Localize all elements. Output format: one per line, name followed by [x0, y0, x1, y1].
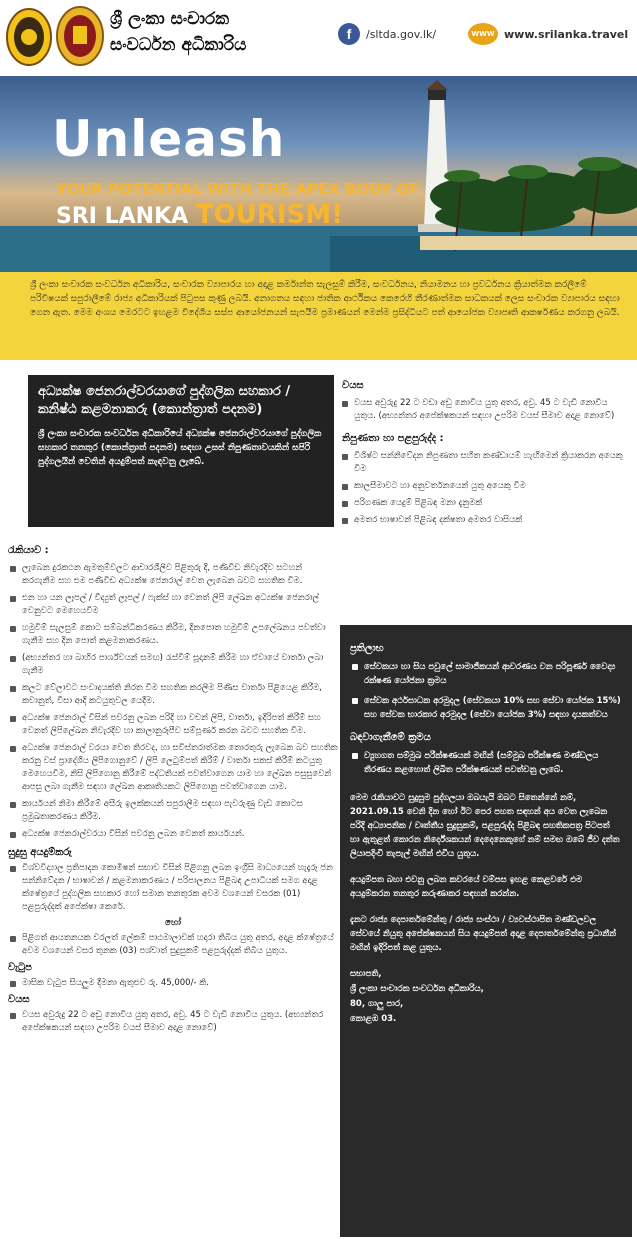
address-line1: සභාපති, — [350, 969, 382, 979]
list-item: අමතර භාෂාවන් පිළිබඳ දක්ෂතා අමතර වාසියක් — [340, 514, 632, 527]
or-separator: හෝ — [164, 918, 182, 928]
website-url: www.srilanka.travel — [504, 27, 629, 41]
benefits-list — [350, 660, 622, 722]
sltda-emblem-icon — [6, 8, 52, 66]
age-heading-right: වයස — [342, 380, 364, 391]
list-item: කාර්යයන් නිමා කිරීමේ අසීරු ඉලක්කයන් සපුරාලීම සඳහා පැවරුණු වැඩ කොටස ප්‍රමුඛතාකරණය කිරීම. — [8, 798, 338, 824]
list-item: වයස අවුරුදු 22 ට අඩු නොවිය යුතු අතර, අවු. 45 ට වැඩි නොවිය යුතුය. (අභ්‍යන්තර අපේක්ෂකයන් සඳහා උපරිම වයස් සීමාව අදාළ නොවේ) — [8, 1009, 338, 1035]
selection-heading: බඳවාගැනීමේ ක්‍රමය — [350, 732, 431, 743]
qualifications-heading: සුදුසු අයදුම්කරු — [8, 847, 72, 858]
globe-icon: WWW — [468, 23, 498, 45]
list-item: විශ්වවිද්‍යාල ප්‍රතිපාදන කොමිෂන් සභාව විසින් පිළිගනු ලබන ඉංග්‍රීසි මාධ්‍යයෙන් හැදෑරූ ජන සන්නිවේදන / භාෂාවන් / කළමනාකරණය / පරිපාලනය පිළිබඳ උපාධියක් සමග අදාළ ක්ෂේත්‍රයේ පුද්ගලික සහකාර හෝ සමාන තනතුරක අවම වශයෙන් වසරක (01) පළපුරුද්දක් අපේක්ෂා කෙරේ. — [8, 862, 338, 914]
list-item: විශිෂ්ට සන්නිවේදන නිපුණතා සහිත කණ්ඩායම් හැඟීමෙන් ක්‍රියාකරන අයෙකු වීම — [340, 450, 632, 476]
list-item: පිළිගත් ආයතනයක වරලත් ලේකම් පාඨමාලාවක් හදාරා තිබිය යුතු අතර, අදාළ ක්ෂේත්‍රයේ අවම වශයෙන් වසර තුනක (03) පශ්චාත් සුදුසුකම් පළපුරුද්දක් තිබිය යුතුය. — [8, 932, 338, 958]
hero-brand — [56, 200, 343, 230]
list-item: අධ්‍යක්ෂ ජෙනරාල් විසින් පවරනු ලබන පරිදි හා වචන් ලිපි, වාර්තා, ඉදිරිපත් කිරීම් සහ වෙනත් ලිපිලේඛන නිවැරදිව හා කාලානුරූපීව සම්පූර්ණ කරන බවට සහතික වීම. — [8, 712, 338, 738]
list-item: අධ්‍යක්ෂ ජෙනරාල්වරයා විසින් පවරනු ලබන වෙනත් කාර්යයන්. — [8, 828, 338, 841]
list-item: හමුවීම් සැලසුම් කොට සම්බන්ධීකරණය කිරීම, දිනපොත හමුවීම් උපලේඛනය පවත්වා ගැනීම සහ දින පොත් කළමනාකරණය. — [8, 622, 338, 648]
list-item: එන හා යන ලෑපල් / විද්‍යුත් ලෑපල් / ෆැක්ස් හා වෙනත් ලිපි ලේඛන අධ්‍යක්ෂ ජෙනරාල් වෙනුවට මෙහෙයවීම — [8, 592, 338, 618]
skills-list — [340, 450, 632, 527]
skills-heading: නිපුණතා හා පළපුරුද්ද : — [342, 433, 444, 444]
list-item: අධ්‍යක්ෂ ජෙනරාල් වරයා වෙත තිරවද, හා සවිස්තරාත්මක තොරතුරු ලැබෙන බව සහතික කරනු වස් ප්‍රාදේශීය ලිපිගොනුවේ / ලිපි ලෙටුම්පත් කිරීම් / වාර්තා සකස් කිරීම් කටයුතු මෙහෙයවීම, නිසි ලිපිගොනු කිරීමේ පද්ධතියක් පවත්වාගෙන යාම හා ලේඛන පසුසුවෙන් ආපසු ලබා ගැනීම සඳහා ලේඛන ආකෘතියකට ලිපිගොනු පවත්වාගෙන යාම. — [8, 742, 338, 794]
salary-list — [8, 977, 338, 990]
facebook-link[interactable] — [338, 22, 436, 46]
benefits-apply-box — [340, 625, 632, 1237]
age-heading-left: වයස — [8, 994, 30, 1005]
brand-prefix: SRI LANKA — [56, 204, 189, 229]
website-link[interactable] — [468, 22, 628, 46]
age-list-left — [8, 1009, 338, 1035]
qualifications-list-alt — [8, 932, 338, 958]
list-item: මාසික වැටුප සියලුම දීමනා ඇතුළුව රු. 45,000/- කි. — [8, 977, 338, 990]
selection-list — [350, 749, 622, 777]
hero-banner — [0, 76, 637, 272]
list-item: කලට වේලාවට සංවාදයක්ති නිරත වීම සහතික කරලීම පිණිස වාර්තා පිළියෙළ කිරීම, කවානුත්, වීසා ආදි කටයුතුවල යෙදීම. — [8, 682, 338, 708]
national-emblem-icon — [56, 6, 104, 66]
list-item: ව්‍යුහගත සම්මුඛ පරීක්ෂණයක් මඟින් (සම්මුඛ පරීක්ෂණ මණ්ඩලය තීරණය කළහොත් ලිඛිත පරීක්ෂණයක් පවත්වනු ලැබේ. — [350, 749, 622, 777]
list-item: පරිගණක යෙදුම් පිළිබඳ මනා දැනුමක් — [340, 497, 632, 510]
hero-headline: Unleash — [52, 110, 286, 168]
mailing-address — [350, 967, 622, 1027]
salary-heading: වැටුප — [8, 962, 32, 973]
org-title-line2: සංවර්ධන අධිකාරිය — [110, 35, 247, 55]
coastal-lighthouse-scene — [0, 76, 637, 272]
apply-instructions: මෙම රැකියාවට සුදුසුම පුද්ගලයා ඔබයැයි ඔබට සිතෙන්නේ නම්, 2021.09.15 වෙනි දින හෝ ඊට පෙර පහත සඳහන් අය වෙත ලැබෙන පරිදි අධ්‍යාපනික / වෘත්තීය සුදුසුකම්, පළපුරුද්ද පිළිබඳ සහතිකපත්‍ර පිටපත් හා ඇතුළත් කොරන නිර්දේශකයන් දෙදෙනෙකුගේ නම් සමඟ ඔබේ ජීව දත්ත ලියාපදිංචි තැපැල් මඟින් එවිය යුතුය. — [350, 793, 620, 859]
duties-heading: රැකියාව : — [8, 545, 49, 556]
government-applicants-note: දැනට රාජ්‍ය දෙපාර්තමේන්තු / රාජ්‍ය සංස්ථා / ව්‍යවස්ථාපිත මණ්ඩලවල සේවයේ නියුතු අපේක්ෂකයන් සිය අයදුම්පත් අදාළ දෙපාර්තමේන්තු ප්‍රධානීන් මඟින් ඉදිරිපත් කළ යුතුය. — [350, 915, 617, 953]
list-item: ලැබෙන දුරකථන ඇමතුම්වලට ආචාරශීලීව පිළිතුරු දී, පණිවිඩ නිවැරදිව සටහන් කරගැනීම සහ එම පණිවිඩ අධ්‍යක්ෂ ජෙනරාල් වෙත ලැබෙන බවට සහතික වීම. — [8, 562, 338, 588]
address-line2: ශ්‍රී ලංකා සංචාරක සංවර්ධන අධිකාරිය, — [350, 984, 484, 994]
duties-list — [8, 562, 338, 841]
job-description: ශ්‍රී ලංකා සංචාරක සංවර්ධන අධිකාරියේ අධ්‍යක්ෂ ජෙනරාල්වරයාගේ පුද්ගලික සහකාර තනතුර (කොන්ත්‍රාත් පදනම) සඳහා උසස් නිපුණතාවයකින් සපිරි පුද්ගලයින් වෙතින් අයදුම්පත් කැඳවනු ලැබේ. — [38, 429, 322, 467]
facebook-handle: /sltda.gov.lk/ — [366, 27, 437, 41]
org-title — [110, 6, 360, 58]
hero-tagline: YOUR POTENTIAL WITH THE APEX BODY OF — [56, 180, 420, 198]
org-title-line1: ශ්‍රී ලංකා සංචාරක — [110, 9, 230, 29]
left-column — [8, 545, 338, 1039]
brand-suffix: TOURISM! — [195, 200, 343, 230]
job-title: අධ්‍යක්ෂ ජෙනරාල්වරයාගේ පුද්ගලික සහකාර / කනිෂ්ඨ කළමනාකරු (කොන්ත්‍රාත් පදනම) — [38, 384, 291, 417]
list-item: සේවකයා හා සිය පවුලේ සාමාජිකයන් ආවරණය වන පරිපූර්ණ වෛද්‍ය රක්ෂණ යෝජනා ක්‍රමය — [350, 660, 622, 688]
envelope-instructions: අයදුම්පත බහා එවනු ලබන කවරයේ වම්පස ඉහළ කෙළවරේ එම අයදුම්කරන තනතුර කරුණාකර සඳහන් කරන්න. — [350, 875, 583, 899]
right-column-top — [340, 378, 632, 531]
facebook-icon: f — [338, 23, 360, 45]
list-item: සේවක අර්ථසාධක අරමුදල (සේවකයා 10% සහ සේවා යෝජක 15%) සහ සේවක භාරකාර අරමුදල (සේවා යෝජක 3%) සඳහා දායකත්වය — [350, 694, 622, 722]
header — [0, 0, 637, 76]
benefits-heading: ප්‍රතිලාභ — [350, 643, 384, 654]
age-list-right — [340, 397, 632, 423]
address-line4: කොළඹ 03. — [350, 1014, 397, 1024]
address-line3: 80, ගාලු පාර, — [350, 999, 404, 1009]
list-item: (අභ්‍යන්තර හා බාහිර පාර්ශ්වයන් සමඟ) රැස්වීම් සූදානම් කිරීම හා ඒවායේ වාර්තා ලබා ගැනීම — [8, 652, 338, 678]
list-item: වයස අවුරුදු 22 ට වඩා අඩු නොවිය යුතු අතර, අවු. 45 ට වැඩි නොවිය යුතුය. (අභ්‍යන්තර අපේක්ෂකයන් සඳහා උපරිම වයස් සීමාව අදාළ නොවේ) — [340, 397, 632, 423]
job-title-box — [28, 375, 334, 527]
list-item: කාලසීමාවට හා අනුවර්තනයෙන් යුතු අයෙකු වීම — [340, 480, 632, 493]
intro-paragraph: ශ්‍රී ලංකා සංචාරක සංවර්ධන අධිකාරිය, සංචාරක ව්‍යාපාරය හා අදාළ කර්මාන්ත සැලසුම් කිරීම, සංවර්ධනය, නියාමනය හා ප්‍රවර්ධනය ක්‍රියාත්මක කරලීමේ පරිවිෂයක් සපුරාලීමේ රාජ්‍ය අධිකාරියක් පිටුපස කුණු ලබයි. අනාගතය සඳහා ජාතික ආර්ථිකය කෙරෙහි තීරණාත්මක සාධකයක් ලෙස සංචාරක ව්‍යාපාරය සඳහා ගෙන ඇත. මෙම අංශය මෙරටට ඉහළම විදේශීය සස්ප ආයෝජනයන් සැපයීම ප්‍රමාණයන් මෙන්ම ප්‍රසිද්ධියට පත් ආයෝජක ව්‍යාපෘති ආකර්ෂණය කරගනු ලබයි. — [0, 272, 637, 360]
qualifications-list — [8, 862, 338, 914]
